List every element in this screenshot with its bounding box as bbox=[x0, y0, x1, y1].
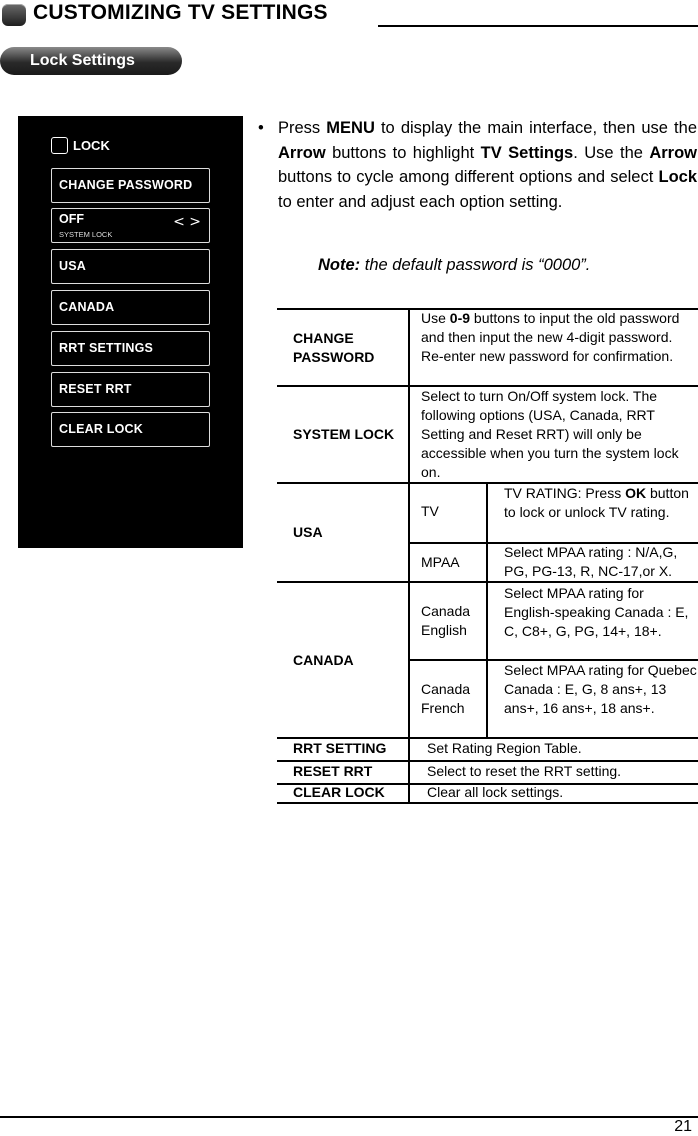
menu-item-system-lock[interactable] bbox=[51, 208, 210, 243]
row-desc-reset-rrt: Select to reset the RRT setting. bbox=[427, 763, 622, 779]
canada-french-desc: Select MPAA rating for Quebec Canada : E, G, 8 ans+, 13 ans+, 16 ans+, 18 ans+. bbox=[504, 662, 697, 716]
lock-term: Lock bbox=[658, 168, 697, 186]
usa-mpaa-desc: Select MPAA rating : N/A,G, PG, PG-13, R, NC-17,or X. bbox=[504, 544, 678, 579]
tv-settings-term: TV Settings bbox=[480, 143, 574, 162]
section-label: Lock Settings bbox=[30, 52, 135, 69]
header-rule bbox=[378, 25, 698, 27]
bullet: • bbox=[258, 119, 264, 137]
menu-item-label: CHANGE PASSWORD bbox=[59, 178, 193, 192]
row-name-canada: CANADA bbox=[293, 652, 354, 668]
menu-item-label: RESET RRT bbox=[59, 382, 132, 396]
note bbox=[318, 256, 590, 275]
usa-mpaa-label: MPAA bbox=[421, 554, 460, 570]
usa-tv-desc: TV RATING: Press OK button to lock or unlock TV rating. bbox=[504, 485, 689, 520]
arrow-key: Arrow bbox=[649, 143, 698, 162]
page-number: 21 bbox=[674, 1118, 692, 1135]
usa-tv-label: TV bbox=[421, 503, 439, 519]
menu-item-rrt-settings[interactable] bbox=[51, 331, 210, 366]
menu-item-sublabel: SYSTEM LOCK bbox=[59, 230, 113, 239]
row-desc-system-lock: Select to turn On/Off system lock. The following options (USA, Canada, RRT Setting and Reset RRT) will only be accessible when you turn the system lock on. bbox=[421, 388, 679, 480]
menu-item-label: OFF bbox=[59, 212, 84, 226]
row-desc-rrt-setting: Set Rating Region Table. bbox=[427, 740, 582, 756]
menu-item-label: CANADA bbox=[59, 300, 115, 314]
menu-item-label: CLEAR LOCK bbox=[59, 422, 143, 436]
menu-item-label: USA bbox=[59, 259, 86, 273]
menu-item-label: RRT SETTINGS bbox=[59, 341, 154, 355]
left-right-arrows-icon: < > bbox=[173, 214, 201, 230]
lock-checkbox-icon bbox=[51, 137, 68, 154]
note-label: Note: bbox=[318, 256, 361, 274]
header-bullet-icon bbox=[2, 4, 26, 26]
canada-english-label: Canada English bbox=[421, 603, 471, 638]
instruction-text: Press MENU to display the main interface, then use the Arrow buttons to highlight TV Settings. Use the Arrow buttons to cycle among different options and select Lock to enter and adjust each option setting. bbox=[278, 119, 698, 211]
note-text: the default password is “0000”. bbox=[360, 256, 591, 274]
row-name-system-lock: SYSTEM LOCK bbox=[293, 426, 395, 442]
canada-french-label: Canada French bbox=[421, 681, 471, 716]
arrow-key: Arrow bbox=[278, 143, 326, 162]
page-title: CUSTOMIZING TV SETTINGS bbox=[33, 1, 328, 24]
row-name-usa: USA bbox=[293, 524, 323, 540]
row-name-rrt-setting: RRT SETTING bbox=[293, 740, 387, 756]
row-desc-clear-lock: Clear all lock settings. bbox=[427, 784, 564, 800]
page-header bbox=[0, 0, 698, 30]
footer-rule bbox=[0, 1116, 698, 1118]
canada-english-desc: Select MPAA rating for English-speaking Canada : E, C, C8+, G, PG, 14+, 18+. bbox=[504, 585, 689, 639]
row-name-clear-lock: CLEAR LOCK bbox=[293, 784, 385, 800]
menu-item-change-password[interactable] bbox=[51, 168, 210, 203]
row-desc-change-password: Use 0-9 buttons to input the old password and then input the new 4-digit password. Re-enter new password for confirmation. bbox=[421, 310, 680, 364]
menu-item-canada[interactable] bbox=[51, 290, 210, 325]
menu-key: MENU bbox=[326, 119, 375, 137]
menu-item-clear-lock[interactable] bbox=[51, 412, 210, 447]
row-name-reset-rrt: RESET RRT bbox=[293, 763, 373, 779]
row-name-change-password: CHANGE PASSWORD bbox=[293, 330, 375, 365]
menu-item-usa[interactable] bbox=[51, 249, 210, 284]
menu-item-reset-rrt[interactable] bbox=[51, 372, 210, 407]
tv-lock-menu bbox=[18, 116, 243, 548]
section-pill bbox=[0, 47, 182, 75]
lock-menu-title: LOCK bbox=[73, 138, 110, 153]
